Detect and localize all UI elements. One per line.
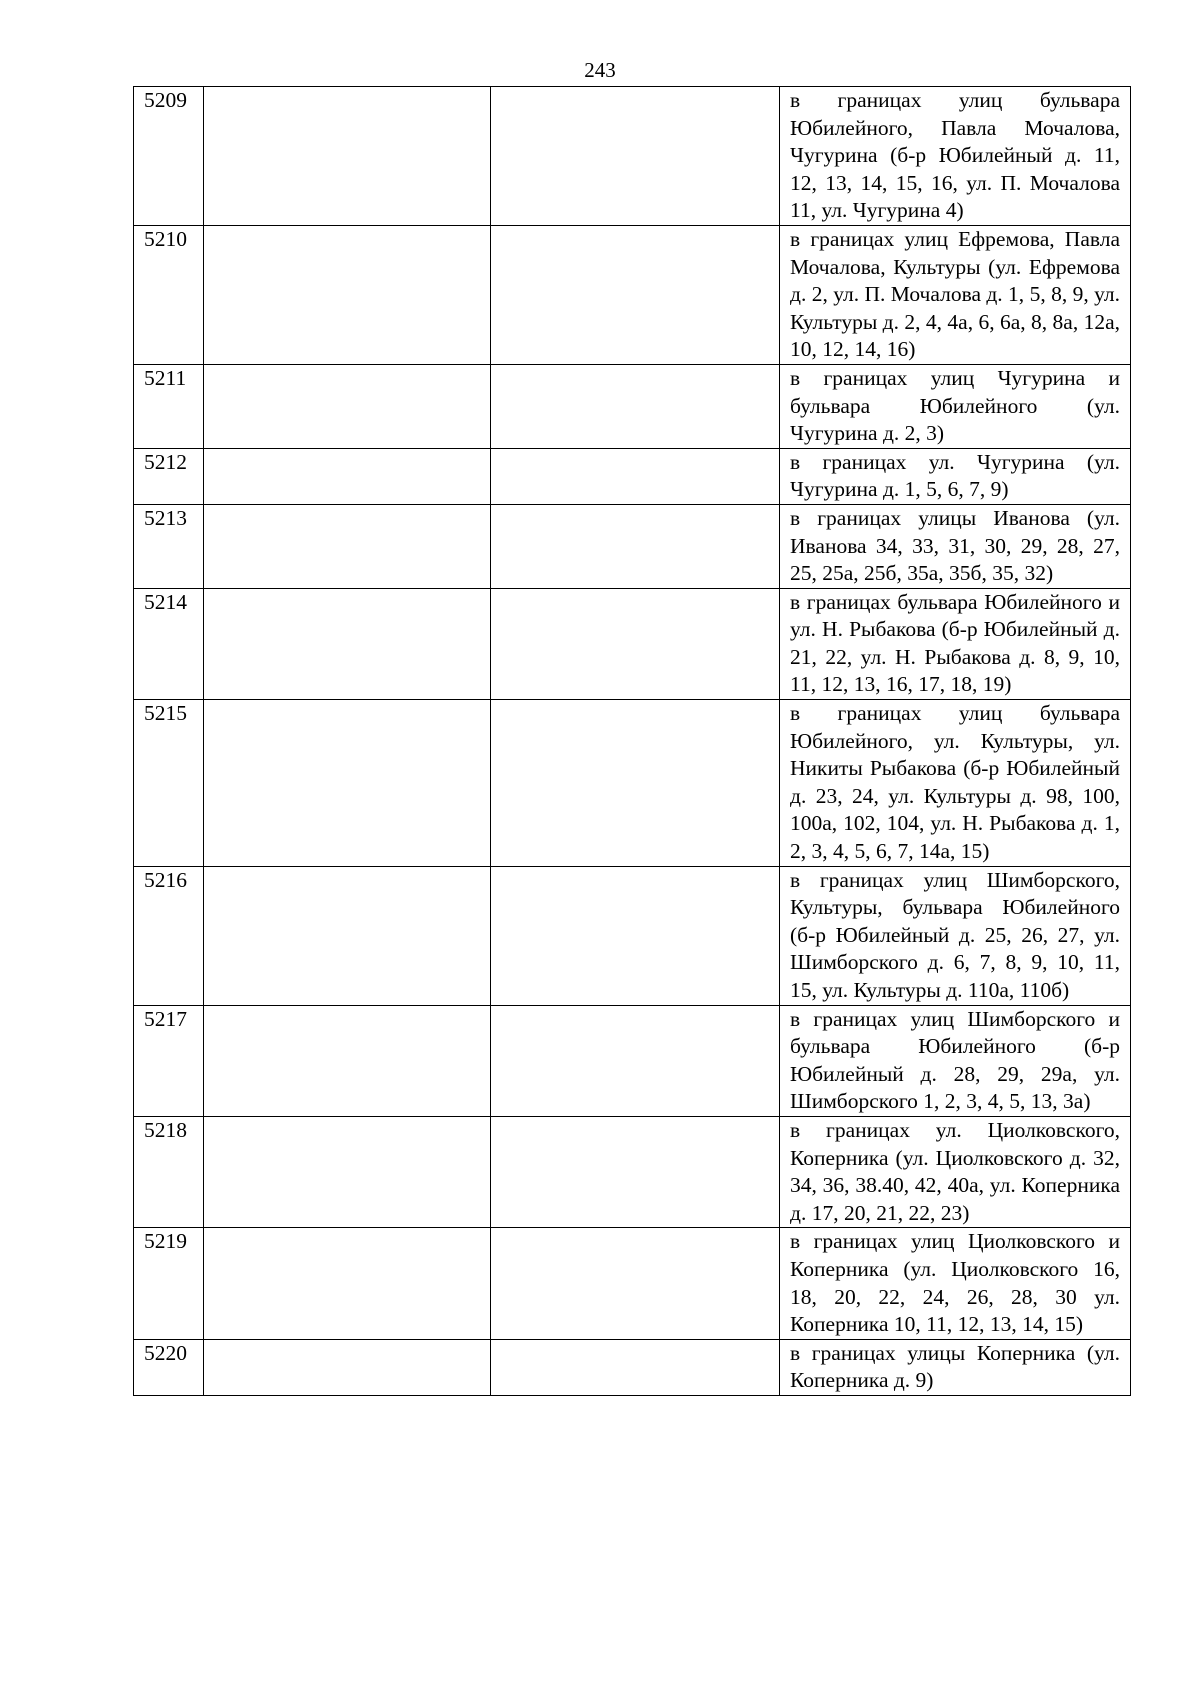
station-number: 5220	[134, 1339, 204, 1395]
station-boundary: в границах улиц Ефремова, Павла Мочалова, Культуры (ул. Ефремова д. 2, ул. П. Мочалова д. 1, 5, 8, 9, ул. Культуры д. 2, 4, 4а, 6, 6а, 8, 8а, 12а, 10, 12, 14, 16)	[780, 225, 1131, 364]
table-row	[134, 364, 1131, 448]
empty-cell	[491, 504, 780, 588]
empty-cell	[204, 1005, 491, 1116]
station-boundary: в границах ул. Чугурина (ул. Чугурина д. 1, 5, 6, 7, 9)	[780, 448, 1131, 504]
table-row	[134, 87, 1131, 226]
empty-cell	[204, 1228, 491, 1339]
empty-cell	[204, 364, 491, 448]
station-number: 5213	[134, 504, 204, 588]
empty-cell	[204, 700, 491, 867]
station-boundary: в границах улиц Чугурина и бульвара Юбилейного (ул. Чугурина д. 2, 3)	[780, 364, 1131, 448]
empty-cell	[204, 225, 491, 364]
station-boundary: в границах улиц бульвара Юбилейного, Павла Мочалова, Чугурина (б-р Юбилейный д. 11, 12, 13, 14, 15, 16, ул. П. Мочалова 11, ул. Чугурина 4)	[780, 87, 1131, 226]
empty-cell	[204, 588, 491, 699]
empty-cell	[491, 448, 780, 504]
empty-cell	[491, 1339, 780, 1395]
empty-cell	[491, 364, 780, 448]
station-number: 5219	[134, 1228, 204, 1339]
empty-cell	[491, 1228, 780, 1339]
table-row	[134, 1116, 1131, 1227]
station-number: 5217	[134, 1005, 204, 1116]
table-row	[134, 1339, 1131, 1395]
station-number: 5215	[134, 700, 204, 867]
station-boundary: в границах улицы Иванова (ул. Иванова 34, 33, 31, 30, 29, 28, 27, 25, 25а, 25б, 35а, 35б, 35, 32)	[780, 504, 1131, 588]
empty-cell	[204, 1339, 491, 1395]
table-row	[134, 1228, 1131, 1339]
station-boundary: в границах ул. Циолковского, Коперника (ул. Циолковского д. 32, 34, 36, 38.40, 42, 40а, ул. Коперника д. 17, 20, 21, 22, 23)	[780, 1116, 1131, 1227]
station-number: 5218	[134, 1116, 204, 1227]
station-boundary: в границах улиц бульвара Юбилейного, ул. Культуры, ул. Никиты Рыбакова (б-р Юбилейный д. 23, 24, ул. Культуры д. 98, 100, 100а, 102, 104, ул. Н. Рыбакова д. 1, 2, 3, 4, 5, 6, 7, 14а, 15)	[780, 700, 1131, 867]
empty-cell	[491, 1005, 780, 1116]
station-number: 5211	[134, 364, 204, 448]
empty-cell	[491, 87, 780, 226]
empty-cell	[491, 1116, 780, 1227]
station-boundary: в границах улицы Коперника (ул. Коперника д. 9)	[780, 1339, 1131, 1395]
polling-station-table	[133, 86, 1131, 1396]
empty-cell	[204, 504, 491, 588]
station-boundary: в границах улиц Шимборского и бульвара Юбилейного (б-р Юбилейный д. 28, 29, 29а, ул. Шимборского 1, 2, 3, 4, 5, 13, 3а)	[780, 1005, 1131, 1116]
station-number: 5210	[134, 225, 204, 364]
station-number: 5214	[134, 588, 204, 699]
table-row	[134, 225, 1131, 364]
page-number: 243	[584, 58, 616, 82]
table-row	[134, 448, 1131, 504]
empty-cell	[204, 87, 491, 226]
empty-cell	[204, 866, 491, 1005]
station-number: 5212	[134, 448, 204, 504]
empty-cell	[204, 448, 491, 504]
empty-cell	[491, 588, 780, 699]
empty-cell	[204, 1116, 491, 1227]
station-boundary: в границах улиц Шимборского, Культуры, бульвара Юбилейного (б-р Юбилейный д. 25, 26, 27, ул. Шимборского д. 6, 7, 8, 9, 10, 11, 15, ул. Культуры д. 110а, 110б)	[780, 866, 1131, 1005]
table-row	[134, 1005, 1131, 1116]
table-row	[134, 504, 1131, 588]
station-boundary: в границах бульвара Юбилейного и ул. Н. Рыбакова (б-р Юбилейный д. 21, 22, ул. Н. Рыбакова д. 8, 9, 10, 11, 12, 13, 16, 17, 18, 19)	[780, 588, 1131, 699]
station-number: 5209	[134, 87, 204, 226]
empty-cell	[491, 866, 780, 1005]
table-row	[134, 700, 1131, 867]
empty-cell	[491, 700, 780, 867]
station-boundary: в границах улиц Циолковского и Коперника (ул. Циолковского 16, 18, 20, 22, 24, 26, 28, 30 ул. Коперника 10, 11, 12, 13, 14, 15)	[780, 1228, 1131, 1339]
table-row	[134, 588, 1131, 699]
table-row	[134, 866, 1131, 1005]
empty-cell	[491, 225, 780, 364]
station-number: 5216	[134, 866, 204, 1005]
